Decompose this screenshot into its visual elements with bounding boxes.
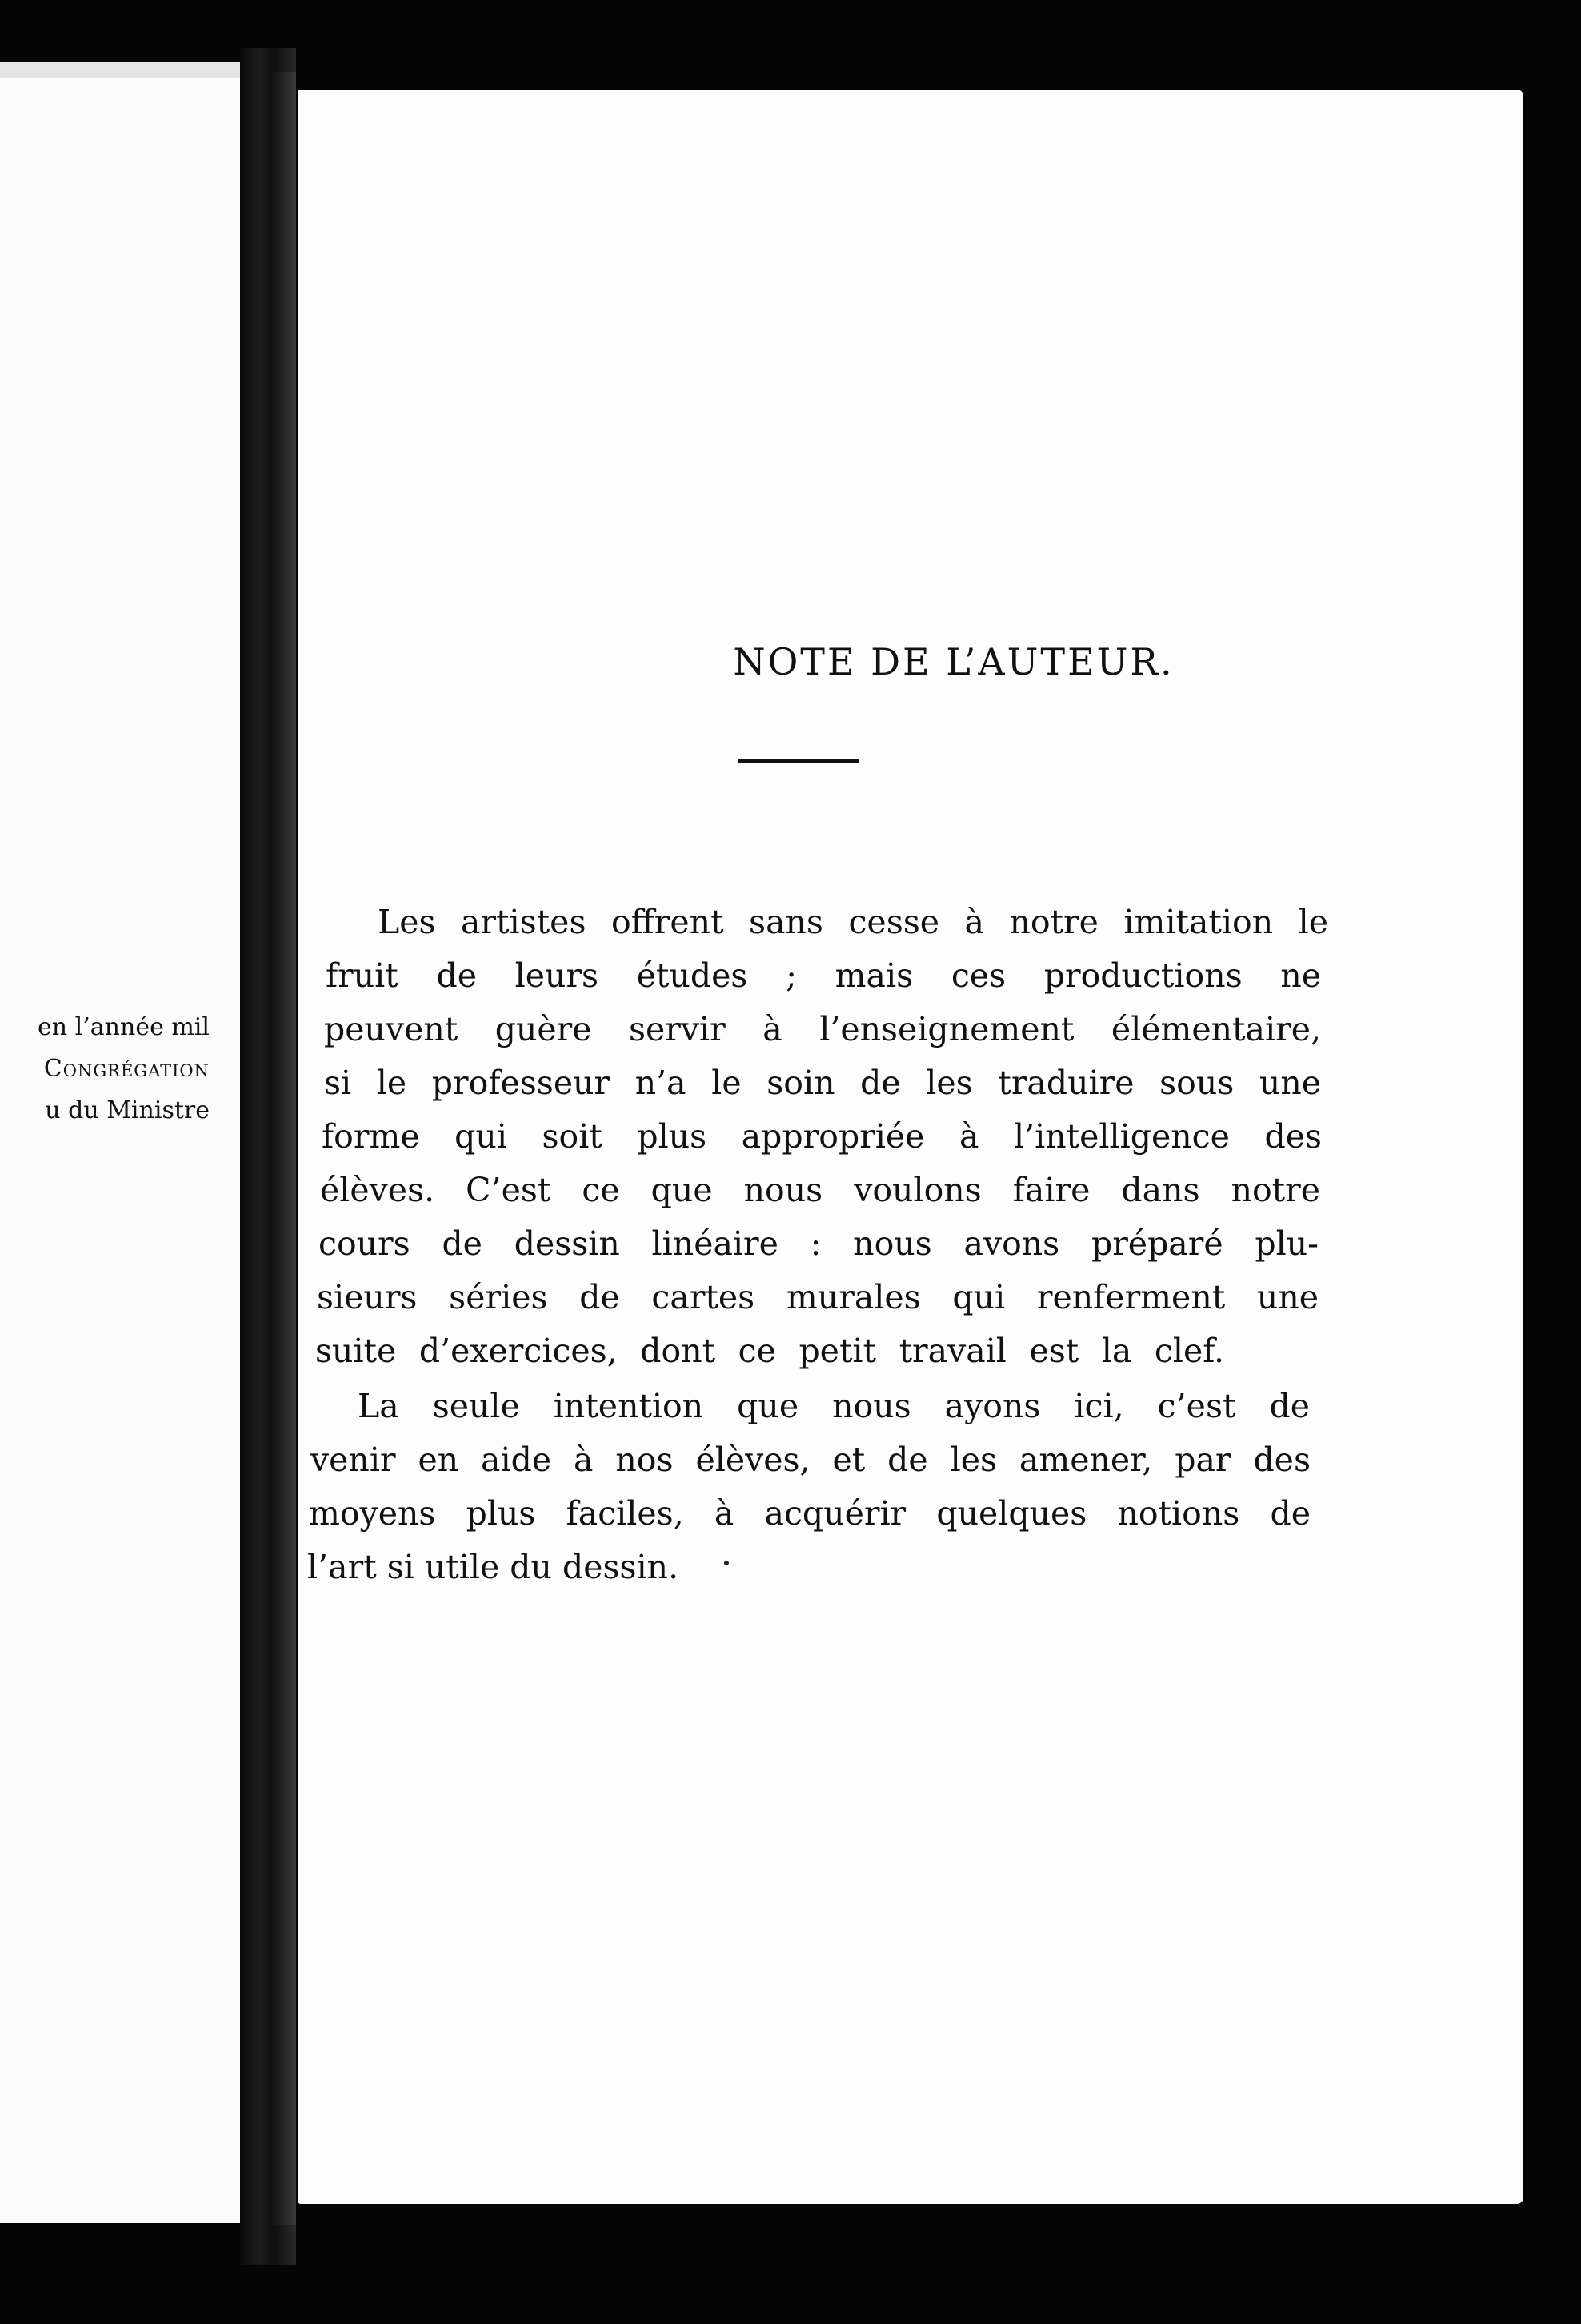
- text-line: sieurs séries de cartes murales qui renferment une: [317, 1278, 1319, 1316]
- text-line: Les artistes offrent sans cesse à notre imitation le: [378, 903, 1328, 941]
- gutter-shadow: [272, 72, 296, 2225]
- page-edge-strip: [0, 62, 240, 78]
- title-rule: [738, 759, 859, 763]
- text-line: venir en aide à nos élèves, et de les amener, par des: [310, 1440, 1311, 1479]
- page-title: NOTE DE L’AUTEUR.: [733, 640, 1175, 683]
- text-line: La seule intention que nous ayons ici, c’est de: [358, 1387, 1310, 1425]
- previous-page-fragment: [0, 62, 240, 2223]
- ink-speck: [724, 1561, 729, 1565]
- text-line: fruit de leurs études ; mais ces productions ne: [326, 956, 1321, 995]
- text-line: cours de dessin linéaire : nous avons préparé plu-: [318, 1224, 1319, 1263]
- previous-page-line: Congrégation: [43, 1055, 210, 1083]
- previous-page-line: u du Ministre: [45, 1096, 210, 1124]
- document-page: [298, 90, 1523, 2204]
- text-line: moyens plus faciles, à acquérir quelques notions de: [309, 1494, 1311, 1533]
- text-line: peuvent guère servir à l’enseignement élémentaire,: [324, 1010, 1321, 1048]
- text-line: forme qui soit plus appropriée à l’intelligence des: [322, 1117, 1322, 1156]
- text-line: si le professeur n’a le soin de les traduire sous une: [324, 1064, 1321, 1102]
- previous-page-text: [0, 1007, 210, 1132]
- text-line: l’art si utile du dessin.: [307, 1548, 679, 1586]
- text-line: suite d’exercices, dont ce petit travail est la clef.: [315, 1332, 1224, 1370]
- previous-page-line: en l’année mil: [38, 1013, 210, 1041]
- text-line: élèves. C’est ce que nous voulons faire dans notre: [320, 1171, 1320, 1209]
